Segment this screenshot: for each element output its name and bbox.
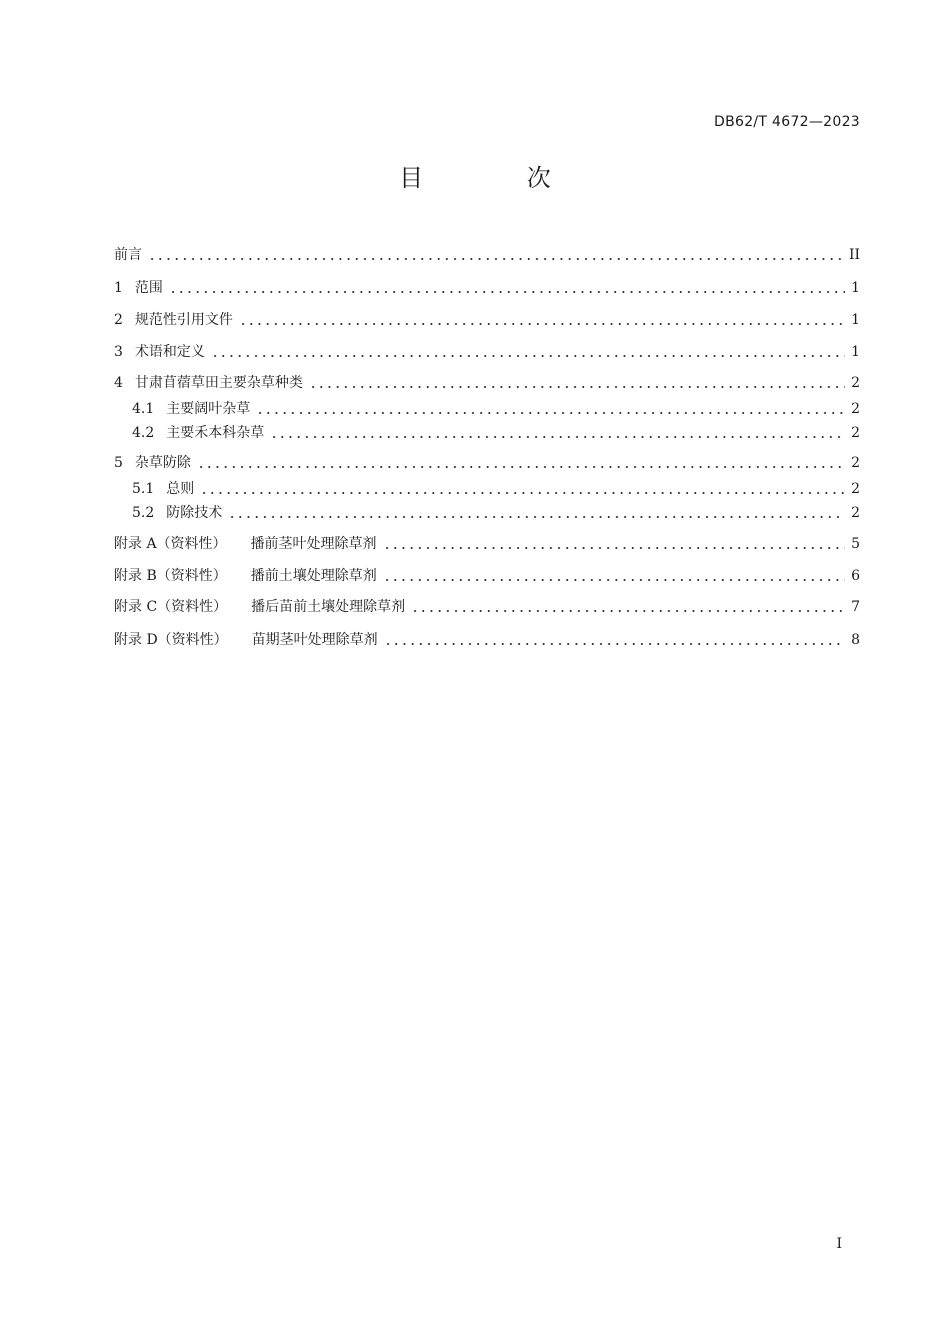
toc-entry-page: 5 (851, 536, 860, 552)
toc-entry-number: 2 (114, 312, 123, 328)
toc-entry-page: 2 (851, 455, 860, 471)
standard-code: DB62/T 4672—2023 (714, 114, 860, 130)
toc-entry-text: 前言 (114, 247, 142, 263)
toc-entry-page: 1 (851, 344, 860, 360)
toc-entry-number: 3 (114, 344, 123, 360)
dot-leader (148, 258, 843, 260)
dot-leader (228, 516, 845, 518)
toc-entry-2[interactable] (114, 310, 860, 330)
dot-leader (309, 386, 845, 388)
toc-entry-page: 2 (851, 505, 860, 521)
toc-entry-number: 4.1 (132, 401, 155, 417)
page-number: I (836, 1236, 842, 1252)
dot-leader (383, 547, 846, 549)
page-title: 目 次 (399, 164, 599, 192)
toc-entry-page: 2 (851, 425, 860, 441)
toc-appendix-label: 附录 D（资料性） (114, 632, 228, 648)
toc-entry-text: 播前土壤处理除草剂 (250, 568, 377, 584)
toc-entry-page: 8 (851, 632, 860, 648)
toc-entry-appendix-d[interactable] (114, 630, 860, 650)
toc-entry-appendix-b[interactable] (114, 566, 860, 586)
toc-entry-number: 4.2 (132, 425, 155, 441)
dot-leader (197, 466, 845, 468)
dot-leader (384, 643, 845, 645)
dot-leader (256, 412, 845, 414)
toc-entry-text: 主要禾本科杂草 (166, 425, 265, 441)
toc-entry-number: 5.1 (132, 481, 155, 497)
toc-entry-page: II (848, 247, 860, 263)
toc-appendix-label: 附录 B（资料性） (114, 568, 227, 584)
toc-entry-page: 2 (851, 375, 860, 391)
toc-entry-text: 苗期茎叶处理除草剂 (251, 632, 378, 648)
toc-entry-number: 5.2 (132, 505, 155, 521)
toc-entry-5-1[interactable] (114, 479, 860, 499)
toc-entry-text: 规范性引用文件 (134, 312, 233, 328)
toc-entry-foreword[interactable] (114, 245, 860, 265)
toc-entry-4[interactable] (114, 373, 860, 393)
dot-leader (383, 579, 845, 581)
toc-entry-text: 播前茎叶处理除草剂 (250, 536, 377, 552)
dot-leader (239, 323, 845, 325)
toc-entry-text: 防除技术 (166, 505, 223, 521)
toc-entry-4-2[interactable] (114, 423, 860, 443)
toc-entry-5-2[interactable] (114, 503, 860, 523)
toc-entry-number: 5 (114, 455, 123, 471)
toc-entry-page: 2 (851, 481, 860, 497)
toc-entry-text: 甘肃苜蓿草田主要杂草种类 (134, 375, 303, 391)
toc-entry-page: 7 (851, 599, 860, 615)
toc-appendix-label: 附录 A（资料性） (114, 536, 227, 552)
dot-leader (211, 355, 845, 357)
toc-entry-number: 4 (114, 375, 123, 391)
toc-entry-page: 6 (851, 568, 860, 584)
dot-leader (411, 610, 845, 612)
toc-entry-appendix-c[interactable] (114, 597, 860, 617)
toc-entry-text: 主要阔叶杂草 (166, 401, 251, 417)
toc-entry-1[interactable] (114, 278, 860, 298)
toc-entry-text: 术语和定义 (134, 344, 205, 360)
toc-entry-3[interactable] (114, 342, 860, 362)
toc-entry-page: 1 (851, 312, 860, 328)
dot-leader (200, 492, 845, 494)
toc-entry-4-1[interactable] (114, 399, 860, 419)
toc-entry-text: 范围 (134, 280, 163, 296)
dot-leader (169, 291, 845, 293)
dot-leader (270, 436, 845, 438)
toc-entry-5[interactable] (114, 453, 860, 473)
toc-entry-page: 2 (851, 401, 860, 417)
toc-entry-number: 1 (114, 280, 123, 296)
toc-entry-text: 播后苗前土壤处理除草剂 (251, 599, 406, 615)
toc-appendix-label: 附录 C（资料性） (114, 599, 228, 615)
toc-entry-page: 1 (851, 280, 860, 296)
toc-entry-text: 总则 (166, 481, 195, 497)
toc-entry-appendix-a[interactable] (114, 534, 860, 554)
toc-entry-text: 杂草防除 (134, 455, 191, 471)
